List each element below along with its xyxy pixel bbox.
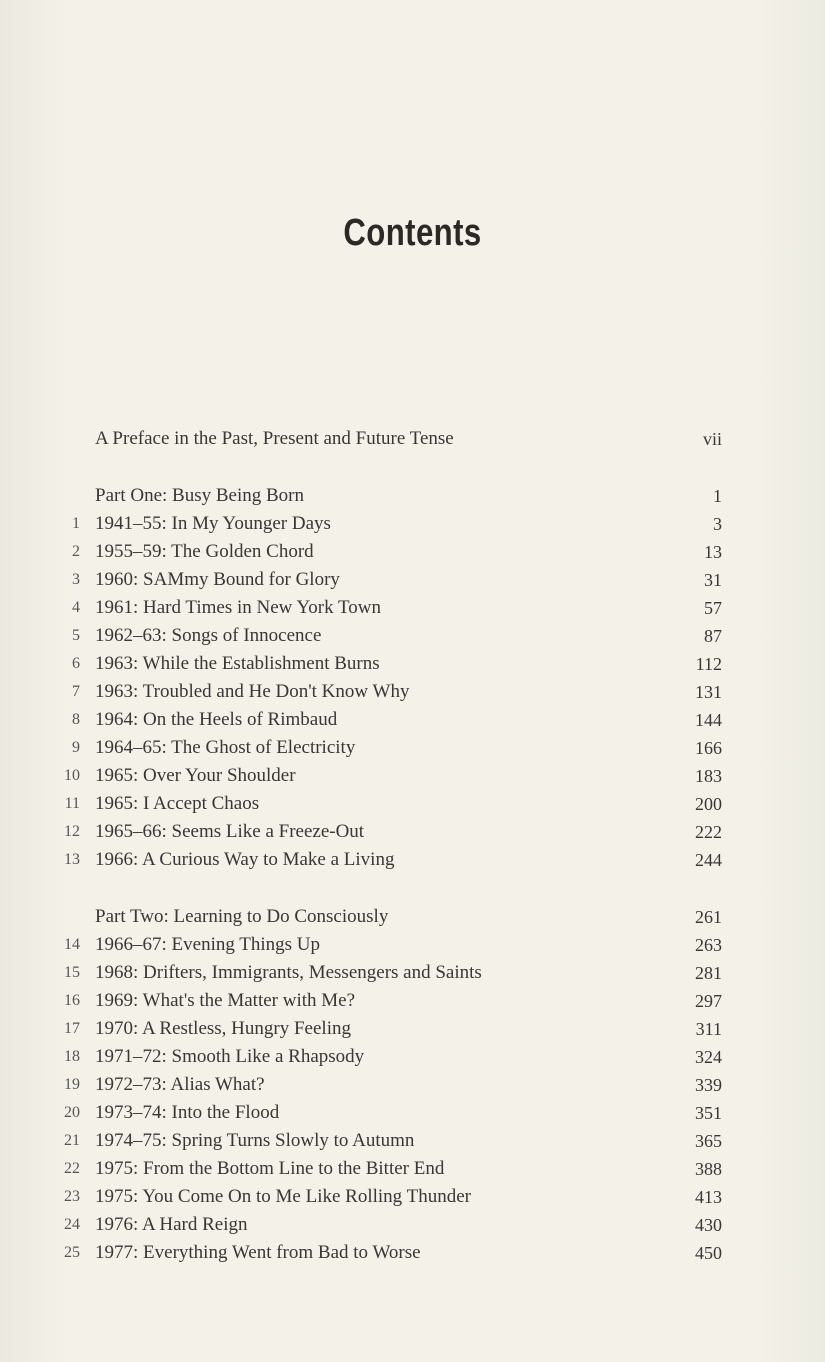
chapter-number: 22 [64, 1160, 80, 1177]
chapter-number: 14 [64, 936, 80, 953]
chapter-number: 17 [64, 1020, 80, 1037]
toc-chapter [0, 818, 825, 846]
toc-chapter [0, 510, 825, 538]
toc-page-number: 388 [695, 1159, 722, 1179]
toc-page-number: 244 [695, 850, 722, 870]
toc-page-number: 31 [704, 570, 722, 590]
chapter-title: 1969: What's the Matter with Me? [95, 990, 356, 1011]
chapter-number: 6 [72, 655, 80, 672]
chapter-number: 13 [64, 851, 80, 868]
toc-chapter [0, 1043, 825, 1071]
chapter-title: 1964: On the Heels of Rimbaud [95, 709, 338, 730]
toc-chapter [0, 734, 825, 762]
chapter-number: 18 [64, 1048, 80, 1065]
toc-preface [0, 425, 825, 453]
toc-chapter [0, 959, 825, 987]
chapter-number: 20 [64, 1104, 80, 1121]
toc-page-number: 13 [704, 542, 722, 562]
toc-page-number: 450 [695, 1243, 722, 1263]
toc-chapter [0, 987, 825, 1015]
chapter-number: 4 [72, 599, 80, 616]
toc-page-number: 311 [695, 1019, 722, 1039]
chapter-number: 25 [64, 1244, 80, 1261]
toc-chapter [0, 706, 825, 734]
toc-part-two [0, 903, 825, 931]
chapter-number: 9 [72, 739, 80, 756]
toc-page-number: 324 [695, 1047, 722, 1067]
toc-page-number: 3 [713, 514, 722, 534]
toc-page-number: 87 [704, 626, 722, 646]
chapter-number: 24 [64, 1216, 80, 1233]
toc-page-number: 144 [695, 710, 722, 730]
chapter-number: 23 [64, 1188, 80, 1205]
chapter-title: 1972–73: Alias What? [95, 1074, 265, 1095]
chapter-title: 1966: A Curious Way to Make a Living [95, 849, 395, 870]
toc-page-number: 365 [695, 1131, 722, 1151]
toc-chapter [0, 566, 825, 594]
toc-chapter [0, 650, 825, 678]
chapter-title: 1960: SAMmy Bound for Glory [95, 569, 340, 590]
chapter-title: 1968: Drifters, Immigrants, Messengers and Saints [95, 962, 482, 983]
chapter-title: 1973–74: Into the Flood [95, 1102, 280, 1123]
chapter-title: 1970: A Restless, Hungry Feeling [95, 1018, 351, 1039]
toc-chapter [0, 1099, 825, 1127]
chapter-title: 1975: From the Bottom Line to the Bitter End [95, 1158, 445, 1179]
chapter-title: 1966–67: Evening Things Up [95, 934, 321, 955]
chapter-title: 1977: Everything Went from Bad to Worse [95, 1242, 421, 1263]
chapter-title: 1941–55: In My Younger Days [95, 513, 331, 534]
chapter-title: 1965–66: Seems Like a Freeze-Out [95, 821, 365, 842]
page-title: Contents [343, 212, 482, 254]
toc-page-number: 297 [695, 991, 722, 1011]
chapter-number: 5 [72, 627, 80, 644]
toc-chapter [0, 678, 825, 706]
toc-page-number: 166 [695, 738, 722, 758]
chapter-title: 1965: Over Your Shoulder [95, 765, 296, 786]
chapter-title: 1963: Troubled and He Don't Know Why [95, 681, 410, 702]
toc-entry-title: A Preface in the Past, Present and Future Tense [95, 428, 454, 449]
chapter-title: 1965: I Accept Chaos [95, 793, 260, 814]
chapter-number: 19 [64, 1076, 80, 1093]
chapter-title: 1976: A Hard Reign [95, 1214, 248, 1235]
toc-page-number: 351 [695, 1103, 722, 1123]
toc-page-number: 112 [695, 654, 722, 674]
toc-chapter [0, 790, 825, 818]
chapter-title: 1964–65: The Ghost of Electricity [95, 737, 356, 758]
toc-chapter [0, 762, 825, 790]
toc-chapter [0, 594, 825, 622]
chapter-title: 1971–72: Smooth Like a Rhapsody [95, 1046, 365, 1067]
chapter-number: 16 [64, 992, 80, 1009]
toc-chapter [0, 1155, 825, 1183]
chapter-title: 1962–63: Songs of Innocence [95, 625, 322, 646]
chapter-title: 1963: While the Establishment Burns [95, 653, 380, 674]
toc-page-number: 1 [713, 486, 722, 506]
chapter-number: 15 [64, 964, 80, 981]
toc-chapter [0, 1127, 825, 1155]
chapter-number: 7 [72, 683, 80, 700]
toc-chapter [0, 538, 825, 566]
toc-page-number: 261 [695, 907, 722, 927]
chapter-number: 3 [72, 571, 80, 588]
chapter-title: 1961: Hard Times in New York Town [95, 597, 381, 618]
toc-page-number: 339 [695, 1075, 722, 1095]
toc-chapter [0, 1211, 825, 1239]
chapter-number: 21 [64, 1132, 80, 1149]
toc-page-number: vii [702, 429, 722, 449]
toc-page-number: 281 [695, 963, 722, 983]
chapter-number: 1 [72, 515, 80, 532]
chapter-number: 2 [72, 543, 80, 560]
toc-page-number: 222 [695, 822, 722, 842]
toc-chapter [0, 846, 825, 874]
chapter-number: 12 [64, 823, 80, 840]
toc-chapter [0, 1071, 825, 1099]
chapter-number: 11 [64, 795, 80, 812]
toc-part-one [0, 482, 825, 510]
chapter-number: 8 [72, 711, 80, 728]
chapter-title: 1955–59: The Golden Chord [95, 541, 314, 562]
toc-page-number: 413 [695, 1187, 722, 1207]
toc-part-title: Part One: Busy Being Born [95, 485, 304, 506]
toc-page-number: 57 [704, 598, 722, 618]
toc-chapter [0, 622, 825, 650]
toc-chapter [0, 1239, 825, 1267]
toc-page-number: 200 [695, 794, 722, 814]
toc-chapter [0, 1015, 825, 1043]
chapter-title: 1974–75: Spring Turns Slowly to Autumn [95, 1130, 415, 1151]
toc-page-number: 430 [695, 1215, 722, 1235]
toc-page-number: 263 [695, 935, 722, 955]
toc-part-title: Part Two: Learning to Do Consciously [95, 906, 389, 927]
chapter-title: 1975: You Come On to Me Like Rolling Thunder [95, 1186, 471, 1207]
toc-chapter [0, 1183, 825, 1211]
toc-page-number: 131 [695, 682, 722, 702]
chapter-number: 10 [64, 767, 80, 784]
toc-chapter [0, 931, 825, 959]
toc-page-number: 183 [695, 766, 722, 786]
